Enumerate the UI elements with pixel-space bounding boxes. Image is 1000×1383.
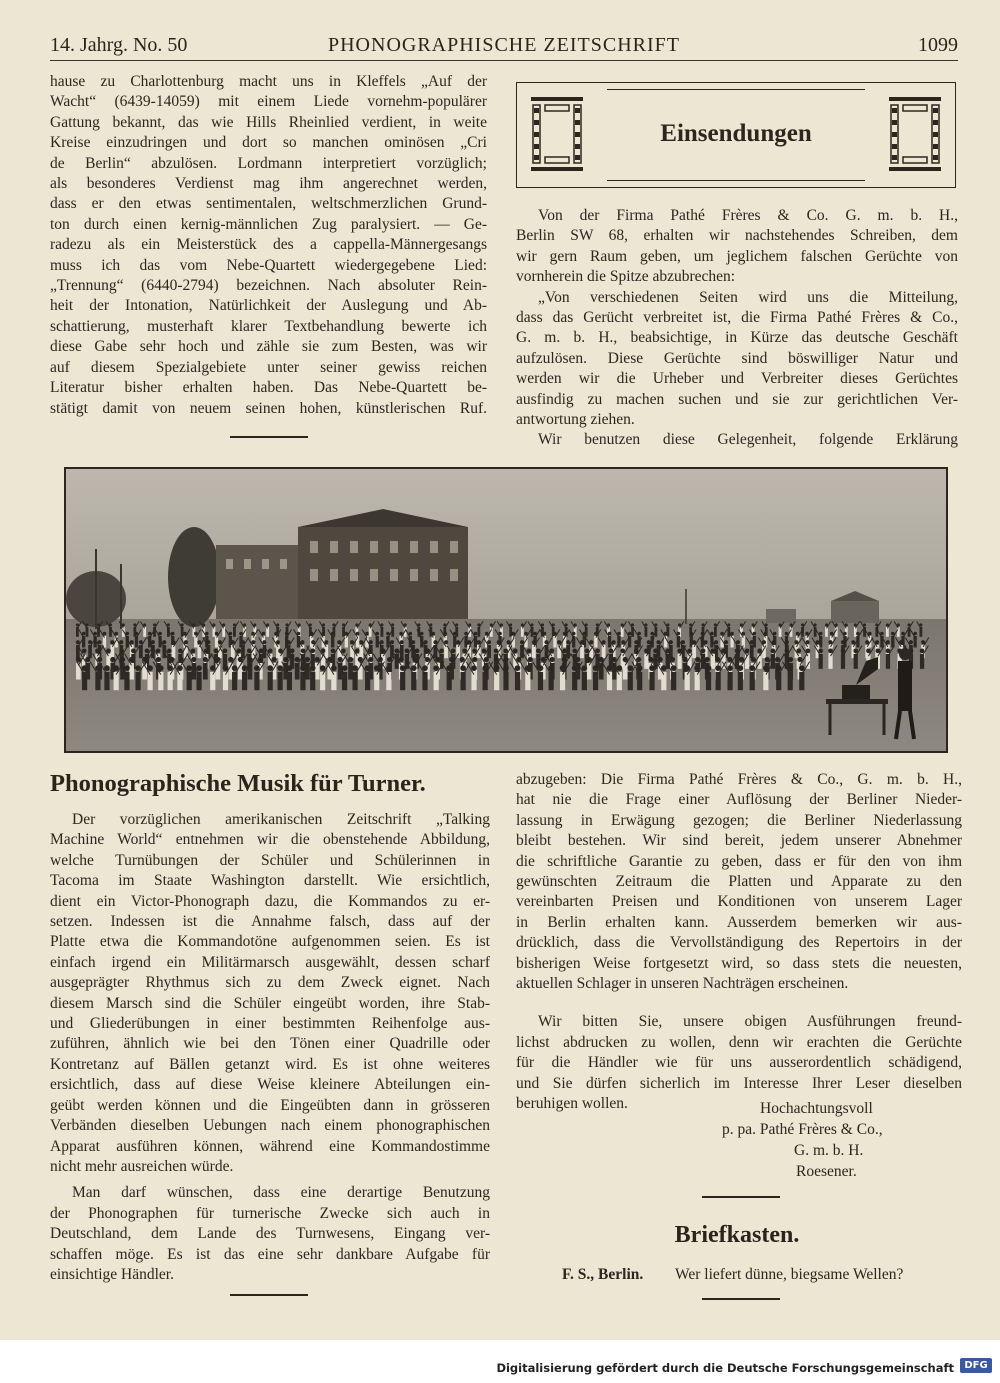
schoolyard-photo (64, 467, 948, 753)
text-line: Von der Firma Pathé Frères & Co. G. m. b. H., (538, 207, 958, 224)
journal-title: PHONOGRAPHISCHE ZEITSCHRIFT (327, 34, 681, 56)
text-line: „Von verschiedenen Seiten wird uns die Mitteilung, (538, 288, 958, 306)
text-line: die schriftliche Garantie zu geben, dass er für den von ihm (516, 852, 962, 870)
paragraph (50, 1183, 490, 1285)
briefkasten-divider (702, 1298, 780, 1300)
text-line: Wir bitten Sie, unsere obigen Ausführungen freund- (538, 1013, 962, 1031)
text-line: Der vorzüglichen amerikanischen Zeitschrift „Talking (72, 811, 490, 828)
text-line: vereinbarten Preisen und Konditionen von unserem Lager (516, 893, 962, 911)
text-line: welche Turnübungen der Schüler und Schülerinnen in (50, 851, 490, 869)
text-line: lassung in Erwägung gezogen; die Berliner Niederlassung (516, 811, 962, 829)
text-line: stätigt damit von neuem seinen hohen, künstlerischen Ruf. (50, 399, 487, 417)
text-line: drücklich, dass die Vervollständigung des Repertoirs in der (516, 934, 962, 952)
article-heading: Phonographische Musik für Turner. (50, 770, 426, 797)
text-line: gewünschten Zeitraum die Platten und Apparate zu den (516, 873, 962, 891)
text-line: aktuellen Schlager in unseren Nachträgen erscheinen. (516, 975, 849, 993)
letter-end-divider (702, 1196, 780, 1198)
text-line: antwortung ziehen. (516, 411, 635, 429)
closing-greeting: Hochachtungsvoll (760, 1100, 873, 1117)
text-line: bleibt bestehen. Wir sind bereit, jedem unserer Abnehmer (516, 832, 962, 850)
page-number: 1099 (918, 34, 958, 56)
review-continuation (50, 72, 487, 419)
text-line: Platte etwa die Kommandotöne aufgenommen seien. Es ist (50, 933, 490, 951)
text-line: muss ich das vom Nebe-Quartett wiedergegebene Lied: (50, 256, 487, 274)
article-end-divider (230, 1294, 308, 1296)
text-line: de Berlin“ abzulösen. Lordmann interpretiert vorzüglich; (50, 154, 487, 172)
briefkasten-sender: F. S., Berlin. (562, 1266, 644, 1283)
text-line: radezu als ein Meisterstück des a cappella-Männergesangs (50, 236, 487, 254)
section-divider (230, 436, 308, 438)
signatory-company: p. pa. Pathé Frères & Co., (722, 1121, 883, 1138)
einsendungen-title: Einsendungen (660, 120, 812, 147)
paragraph (516, 430, 958, 450)
text-line: geübt werden können und die Eingeübten dann in grösseren (50, 1096, 490, 1114)
text-line: dient ein Victor-Phonograph dazu, die Kommandos zu er- (50, 892, 490, 910)
paragraph (50, 810, 490, 1177)
text-line: auf diesem Spezialgebiete unter seiner gewiss reichen (50, 358, 487, 376)
article-body (50, 810, 490, 1285)
text-line: lichst abdrucken zu wollen, denn wir erachten die Gerüchte (516, 1033, 962, 1051)
text-line: Deutschland, dem Lande des Turnwesens, Eingang ver- (50, 1225, 490, 1243)
text-line: und Sie dürfen sicherlich im Interesse Ihrer Leser dieselben (516, 1074, 962, 1092)
text-line: vornherein die Spitze abzubrechen: (516, 268, 736, 286)
paragraph (516, 1012, 962, 1114)
signatory-name: Roesener. (796, 1163, 857, 1180)
text-line: diese Gabe sehr hoch und zähle sie zum Besten, was wir (50, 338, 487, 356)
text-line: G. m. b. H., beabsichtige, in Kürze das deutsche Geschäft (516, 329, 958, 347)
text-line: Kreise einzudringen und dort so manchen ominösen „Cri (50, 134, 487, 152)
text-line: wir gern Raum geben, um jeglichem falschen Gerüchte von (516, 247, 958, 265)
text-line: hat nie die Frage einer Auflösung der Berliner Nieder- (516, 791, 962, 809)
text-line: Gattung bekannt, das wie Hills Rheinlied verdient, in weite (50, 113, 487, 131)
paragraph (50, 72, 487, 419)
einsendungen-header-box (516, 82, 956, 188)
funding-notice: Digitalisierung gefördert durch die Deutsche Forschungsgemeinschaft (496, 1361, 954, 1375)
text-line: diesem Marsch sind die Schüler eingeübt worden, ihre Stab- (50, 994, 490, 1012)
text-line: einsichtige Händler. (50, 1265, 174, 1283)
einsendungen-text (516, 206, 958, 451)
text-line: als besonderes Verdienst mag ihm angerechnet werden, (50, 175, 487, 193)
text-line: heit der Intonation, Natürlichkeit der Auslegung und Ab- (50, 297, 487, 315)
text-line: ausfindig zu machen suchen und sie zur gerichtlichen Ver- (516, 390, 958, 408)
text-line: Wir benutzen diese Gelegenheit, folgende Erklärung (538, 431, 958, 449)
letter-continuation (516, 770, 962, 1115)
text-line: in Berlin erhalten kann. Ausserdem bemerken wir aus- (516, 913, 962, 931)
paragraph (516, 206, 958, 288)
text-line: aufzulösen. Diese Gerüchte sind böswilliger Natur und (516, 349, 958, 367)
text-line: zuführen, ähnlich wie bei den Tönen einer Quadrille oder (50, 1035, 490, 1053)
digitization-footer (0, 1340, 1000, 1383)
text-line: beruhigen wollen. (516, 1095, 628, 1113)
text-line: Wacht“ (6439-14059) mit einem Liede vornehm-populärer (50, 93, 487, 111)
dfg-logo: DFG (960, 1358, 992, 1373)
paragraph (516, 770, 962, 994)
issue-label: 14. Jahrg. No. 50 (50, 34, 188, 56)
text-line: für die Händler wie für uns ausserordentlich schädigend, (516, 1054, 962, 1072)
text-line: Tacoma im Staate Washington darstellt. Wie ersichtlich, (50, 872, 490, 890)
text-line: hause zu Charlottenburg macht uns in Kleffels „Auf der (50, 73, 487, 90)
text-line: bisherigen Weise fortgesetzt wird, so dass stets die neuesten, (516, 954, 962, 972)
text-line: ton durch einen kernig-männlichen Zug paralysiert. — Ge- (50, 215, 487, 233)
text-line: werden wir die Urheber und Verbreiter dieses Gerüchtes (516, 370, 958, 388)
briefkasten-heading: Briefkasten. (674, 1222, 800, 1248)
signatory-legal-form: G. m. b. H. (794, 1142, 864, 1159)
text-line: setzen. Indessen ist die Annahme falsch, dass auf der (50, 913, 490, 931)
text-line: Berlin SW 68, erhalten wir nachstehendes Schreiben, dem (516, 227, 958, 245)
text-line: der Phonographen für turnerische Zwecke sich auch in (50, 1204, 490, 1222)
gymnastics-photo-image (66, 469, 946, 751)
text-line: Machine World“ entnehmen wir die obenstehende Abbildung, (50, 831, 490, 849)
text-line: Literatur bisher erhalten haben. Das Nebe-Quartett be- (50, 379, 487, 397)
text-line: einfach irgend ein Militärmarsch ausgewählt, dessen scharf (50, 953, 490, 971)
briefkasten-question: Wer liefert dünne, biegsame Wellen? (675, 1266, 904, 1283)
page-header (50, 32, 958, 61)
text-line: Kontretanz auf Bällen getanzt wird. Es ist ohne weiteres (50, 1055, 490, 1073)
text-line: ersichtlich, dass auf diese Weise kleinere Abteilungen ein- (50, 1076, 490, 1094)
text-line: abzugeben: Die Firma Pathé Frères & Co., G. m. b. H., (516, 771, 962, 788)
text-line: dass das Gerücht verbreitet ist, die Firma Pathé Frères & Co., (516, 309, 958, 327)
text-line: Man darf wünschen, dass eine derartige Benutzung (72, 1184, 490, 1202)
text-line: und Gliederübungen in einer bestimmten Reihenfolge aus- (50, 1015, 490, 1033)
text-line: schaffen möge. Es ist das eine sehr dankbare Aufgabe für (50, 1245, 490, 1263)
text-line: Verbänden dieselben Uebungen nach einem phonographischen (50, 1117, 490, 1135)
paragraph (516, 288, 958, 431)
text-line: nicht mehr ausreichen würde. (50, 1157, 234, 1175)
text-line: ausgeprägter Rhythmus sich zu dem Zweck eignet. Nach (50, 974, 490, 992)
text-line: Apparat ausführen können, während eine Kommandostimme (50, 1137, 490, 1155)
text-line: dass er den etwas sentimentalen, weltschmerzlichen Grund- (50, 195, 487, 213)
text-line: „Trennung“ (6440-2794) bezeichnen. Nach absoluter Rein- (50, 277, 487, 295)
text-line: schattierung, musterhaft klarer Textbehandlung bewerte ich (50, 317, 487, 335)
